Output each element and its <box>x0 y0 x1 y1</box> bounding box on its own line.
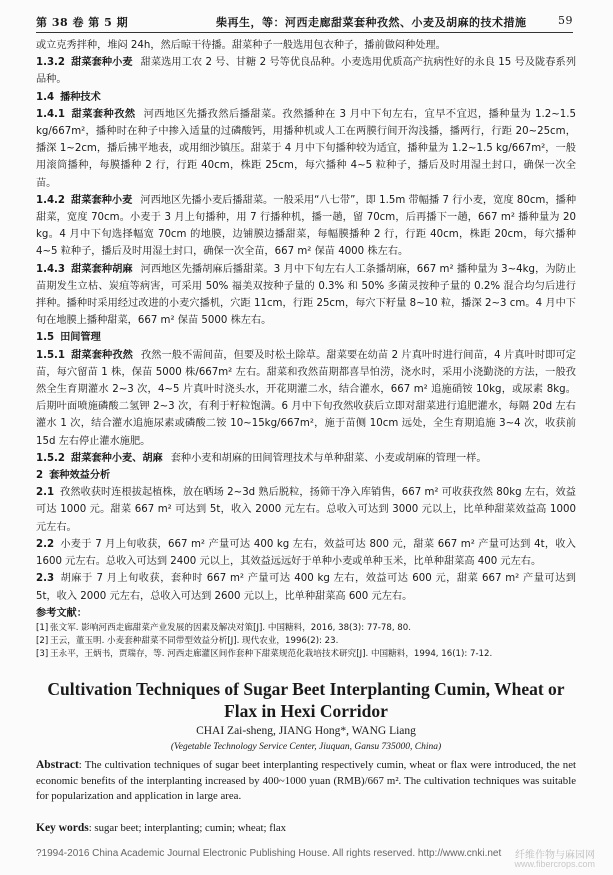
section-title: 甜菜套种小麦 <box>71 194 133 206</box>
section-title: 甜菜套种小麦 <box>71 57 133 69</box>
reference-text: 王永平，王炳书，贾瑞存，等. 河西走廊灌区间作套种下甜菜规范化栽培技术研究[J]. 中国糖料，1994, 16(1): 7-12. <box>50 648 493 659</box>
section-number: 1.4.3 <box>36 263 66 275</box>
volume-issue: 第 38 卷 第 5 期 <box>36 16 129 29</box>
abstract-label: Abstract <box>36 759 79 771</box>
section-title: 甜菜套种小麦、胡麻 <box>71 452 163 464</box>
section-title: 播种技术 <box>60 91 101 103</box>
section-number: 1.4.1 <box>36 108 66 120</box>
abstract-text: : The cultivation techniques of sugar beet interplanting respectively cumin, wheat or flax were introduced, the net economic benefits of the interplanting increased by 400~1000 yuan (RMB)/667 m². The cultivation techniques was suitable for popularization and application in large area. <box>36 759 576 802</box>
paragraph-text: 河西地区先播孜然后播甜菜。孜然播种在 3 月中下旬左右，宜早不宜迟，播种量为 1.2~1.5 kg/667m²，播种时在种子中掺入适量的过磷酸钙，用播种机或人工在两膜行间开沟浅播，播两行，行距 20~25cm，播深 1~2cm，播后拂平地表，或用细沙镇压。甜菜于 4 月中下旬播种较为适宜，播种量为 1.2~1.5 kg/667m²，一般用滚筒播种，每膜播种 2 行，行距 40cm，株距 25cm，每穴播种 4~5 粒种子，播后及时用湿土封口，确保一次全苗。 <box>36 108 576 189</box>
reference-item <box>36 635 576 648</box>
paragraph-text: 套种小麦和胡麻的田间管理技术与单种甜菜、小麦或胡麻的管理一样。 <box>170 452 487 464</box>
section-paragraph <box>36 467 576 484</box>
reference-item <box>36 648 576 661</box>
section-paragraph <box>36 484 576 536</box>
section-number: 1.5 <box>36 332 55 344</box>
header-divider <box>36 32 573 33</box>
keywords-text: : sugar beet; interplanting; cumin; wheat; flax <box>88 822 287 834</box>
body-paragraph: 或立克秀拌种，堆闷 24h，然后晾干待播。甜菜种子一般选用包衣种子，播前做闷种处理。 <box>36 40 446 51</box>
paragraph-text: 河西地区先播小麦后播甜菜。一般采用“八七带”，即 1.5m 带幅播 7 行小麦，宽度 80cm，播种甜菜，宽度 70cm。小麦于 3 月上旬播种，用 7 行播种机，播一趟，留 70cm，后再播下一趟，667 m² 播种量为 20 kg。4 月中下旬选择幅宽 70cm 的地膜，边铺膜边播甜菜，每幅膜播种 2 行，行距 40cm，株距 20cm，每穴播种 4~5 粒种子，播后及时用湿土封口，确保一次全苗，667 m² 保苗 4000 株左右。 <box>36 194 577 258</box>
page-footer <box>36 848 595 869</box>
paragraph-text: 胡麻于 7 月上旬收获，套种时 667 m² 产量可达 400 kg 左右，效益可达 600 元，甜菜 667 m² 产量可达到 5t，收入 2000 元左右，总收入可达到 2600 元以上，比单种甜菜高 600 元左右。 <box>36 573 576 602</box>
english-title: Cultivation Techniques of Sugar Beet Interplanting Cumin, Wheat or Flax in Hexi Corridor <box>47 679 565 721</box>
english-authors: CHAI Zai-sheng, JIANG Hong*, WANG Liang <box>196 725 416 737</box>
section-paragraph <box>36 450 576 467</box>
section-title: 甜菜套种孜然 <box>71 349 133 361</box>
section-number: 1.5.2 <box>36 452 66 464</box>
article-body <box>36 37 576 661</box>
section-paragraph <box>36 536 576 570</box>
references-heading: 参考文献： <box>36 607 87 619</box>
section-paragraph <box>36 192 576 261</box>
section-title: 甜菜套种胡麻 <box>71 263 133 275</box>
reference-number: [2] <box>36 635 49 646</box>
paragraph-text: 甜菜选用工农 2 号、甘糖 2 号等优良品种。小麦选用优质高产抗病性好的永良 15 号及陇春系列品种。 <box>36 57 577 86</box>
copyright-notice: ?1994-2016 China Academic Journal Electronic Publishing House. All rights reserved. http://www.cnki.net <box>36 848 502 859</box>
section-paragraph <box>36 106 576 192</box>
section-paragraph <box>36 54 576 88</box>
running-title: 柴再生，等：河西走廊甜菜套种孜然、小麦及胡麻的技术措施 <box>216 16 527 29</box>
paragraph-text: 孜然收获时连根拔起植株，放在晒场 2~3d 熟后脱粒，扬筛干净入库销售，667 m² 可收获孜然 80kg 左右，效益可达 1000 元。甜菜 667 m² 可达到 5t，收入 2000 元左右。总收入可达到 3000 元以上，比单种甜菜效益高 1000 元左右。 <box>36 487 576 533</box>
english-affiliation: (Vegetable Technology Service Center, Jiuquan, Gansu 735000, China) <box>170 742 442 752</box>
paragraph-text: 小麦于 7 月上旬收获，667 m² 产量可达 400 kg 左右，效益可达 800 元，甜菜 667 m² 产量可达到 4t，收入 1600 元左右。总收入可达到 2400 元以上，其效益远远好于单种小麦或单种玉米，比单种甜菜高 400 元左右。 <box>36 538 576 568</box>
english-abstract <box>36 758 576 805</box>
section-paragraph <box>36 261 576 330</box>
paragraph-text: 孜然一般不需间苗，但要及时松土除草。甜菜要在幼苗 2 片真叶时进行间苗，4 片真叶时即可定苗，每穴留苗 1 株，保苗 5000 株/667m² 左右。甜菜和孜然苗期都喜旱怕涝，浇水时，采用小浇勤浇的方法，一般孜然全生育期灌水 2~3 次，4~5 片真叶时浇头水，开花期灌二水，结合灌水，667 m² 追施硝铵 10kg，或尿素 8kg。后期叶面喷施磷酸二氢钾 2~3 次，有利于籽粒饱满。6 月中下旬孜然收获后立即对甜菜进行追肥灌水，每隔 20d 左右灌水 1 次，结合灌水追施尿素或磷酸二铵 10~15kg/667m²，施于苗侧 10cm 远处，全生育期追施 3~4 次，收获前 15d 左右停止灌水施肥。 <box>36 349 576 447</box>
section-number: 2.1 <box>36 487 55 499</box>
watermark-text: 纤维作物与麻园网 <box>515 850 595 861</box>
section-number: 1.3.2 <box>36 57 66 69</box>
reference-item <box>36 622 576 635</box>
section-number: 2 <box>36 470 44 482</box>
running-header <box>36 14 573 32</box>
reference-text: 王云，董玉明. 小麦套种甜菜不同带型效益分析[J]. 现代农业，1996(2): 23. <box>50 635 339 646</box>
watermark-url: www.fibercrops.com <box>514 859 595 869</box>
keywords-label: Key words <box>36 822 89 834</box>
section-paragraph <box>36 329 576 346</box>
section-number: 2.3 <box>36 573 55 585</box>
section-number: 1.4 <box>36 91 55 103</box>
paragraph-text: 河西地区先播胡麻后播甜菜。3 月中下旬左右人工条播胡麻，667 m² 播种量为 3~4kg，为防止苗期发生立枯、炭疽等病害，可采用 50% 福美双按种子量的 0.3% 和 50% 多菌灵按种子量的 0.2% 混合均匀后进行拌种。播种时采用经过改进的小麦穴播机，穴距 11cm，行距 25cm，每穴下籽量 8~10 粒，播深 2~3 cm。4 月中下旬在地膜上播种甜菜，667 m² 保苗 5000 株左右。 <box>36 263 577 327</box>
reference-number: [1] <box>36 622 49 633</box>
reference-number: [3] <box>36 648 49 659</box>
section-paragraph <box>36 347 576 450</box>
reference-text: 张文军. 影响河西走廊甜菜产业发展的因素及解决对策[J]. 中国糖料，2016, 38(3): 77-78, 80. <box>50 622 411 633</box>
section-paragraph <box>36 89 576 106</box>
section-title: 甜菜套种孜然 <box>71 108 136 120</box>
section-number: 2.2 <box>36 538 55 550</box>
section-title: 套种效益分析 <box>49 470 111 482</box>
page-number: 59 <box>558 14 573 27</box>
section-title: 田间管理 <box>60 332 101 344</box>
section-number: 1.5.1 <box>36 349 66 361</box>
english-keywords <box>36 822 576 834</box>
section-paragraph <box>36 570 576 604</box>
section-number: 1.4.2 <box>36 194 66 206</box>
